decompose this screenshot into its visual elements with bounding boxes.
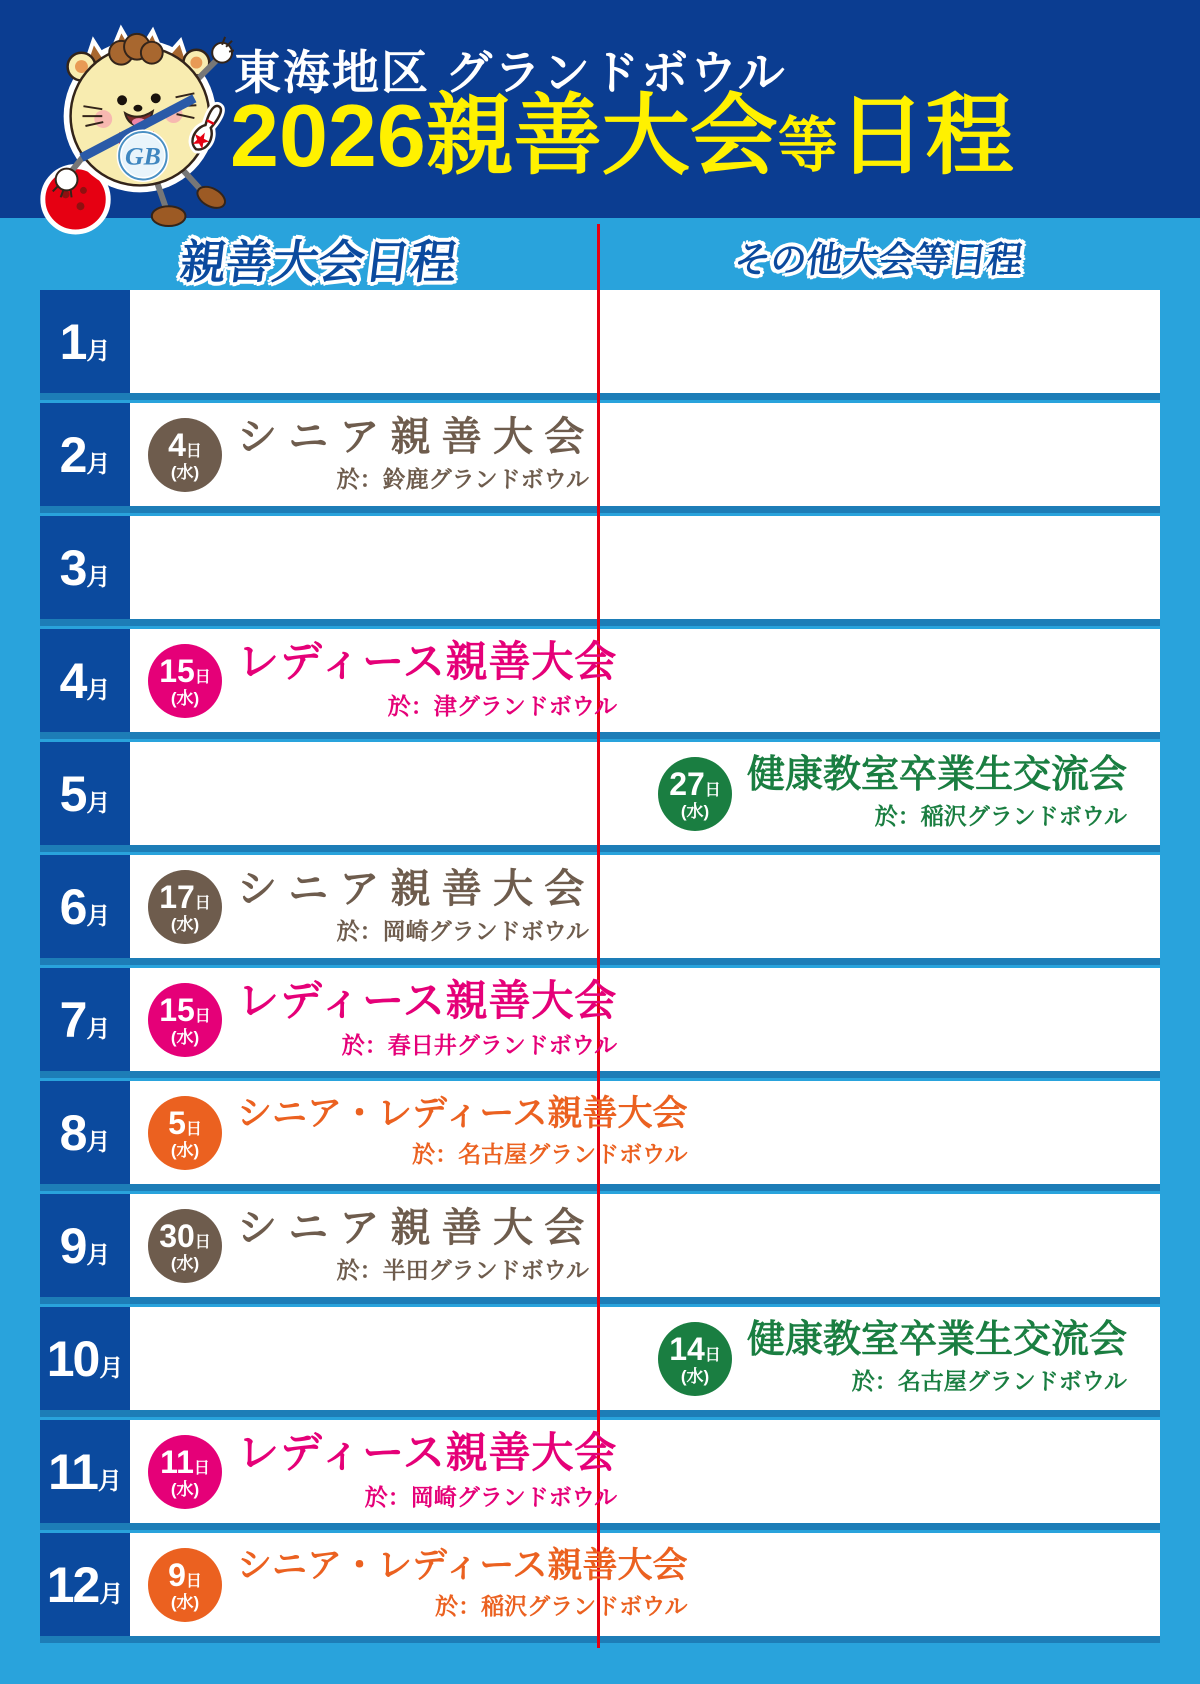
event-day-badge: 9日 (水) bbox=[148, 1548, 222, 1622]
month-label: 1 月 bbox=[40, 290, 130, 393]
event-venue: 於：稲沢グランドボウル bbox=[874, 803, 1128, 830]
mascot-illustration bbox=[26, 14, 234, 240]
event-venue: 於：鈴鹿グランドボウル bbox=[336, 465, 589, 492]
event-venue: 於：津グランドボウル bbox=[387, 692, 618, 719]
event-title: シニア・レディース親善大会 bbox=[237, 1546, 688, 1586]
month-label: 5 月 bbox=[40, 742, 130, 845]
month-row-august bbox=[40, 1081, 1160, 1184]
event-title: レディース親善大会 bbox=[237, 977, 618, 1025]
gb-logo-icon: GB bbox=[124, 141, 161, 171]
row-body bbox=[130, 629, 1160, 732]
header-title-main: 2026親善大会 bbox=[230, 86, 778, 185]
month-label: 4 月 bbox=[40, 629, 130, 732]
header-title-end: 日程 bbox=[837, 86, 1014, 185]
event-day-badge: 17日 (水) bbox=[148, 870, 222, 944]
event-day-badge: 4日 (水) bbox=[148, 418, 222, 492]
month-label: 10 月 bbox=[40, 1307, 130, 1410]
row-body bbox=[130, 1307, 1160, 1410]
calendar bbox=[40, 290, 1160, 1646]
row-body bbox=[130, 1194, 1160, 1297]
event-health-class-reunion bbox=[658, 742, 1127, 845]
event-venue: 於：名古屋グランドボウル bbox=[851, 1368, 1128, 1395]
event-title: レディース親善大会 bbox=[237, 1429, 618, 1477]
event-venue: 於：半田グランドボウル bbox=[336, 1256, 589, 1283]
column-header-other: その他大会等日程 bbox=[732, 239, 1026, 280]
row-body bbox=[130, 1533, 1160, 1636]
event-venue: 於：名古屋グランドボウル bbox=[412, 1140, 688, 1167]
month-row-october bbox=[40, 1307, 1160, 1410]
month-row-november bbox=[40, 1420, 1160, 1523]
event-day-badge: 15日 (水) bbox=[148, 644, 222, 718]
month-row-may bbox=[40, 742, 1160, 845]
row-body bbox=[130, 403, 1160, 506]
event-venue: 於：岡崎グランドボウル bbox=[336, 917, 589, 944]
month-label: 6 月 bbox=[40, 855, 130, 958]
event-title: 健康教室卒業生交流会 bbox=[747, 753, 1128, 796]
event-venue: 於：稲沢グランドボウル bbox=[435, 1592, 688, 1619]
event-senior-ladies-friendship bbox=[148, 1533, 687, 1636]
event-ladies-friendship bbox=[148, 1420, 617, 1523]
month-label: 11 月 bbox=[40, 1420, 130, 1523]
month-label: 3 月 bbox=[40, 516, 130, 619]
event-day-badge: 27日 (水) bbox=[658, 757, 732, 831]
month-row-april bbox=[40, 629, 1160, 732]
event-day-badge: 15日 (水) bbox=[148, 983, 222, 1057]
month-row-december bbox=[40, 1533, 1160, 1636]
month-row-september bbox=[40, 1194, 1160, 1297]
event-title: シニア親善大会 bbox=[237, 414, 596, 459]
month-row-june bbox=[40, 855, 1160, 958]
event-title: レディース親善大会 bbox=[237, 638, 618, 686]
row-body bbox=[130, 290, 1160, 393]
header-title-small: 等 bbox=[777, 112, 838, 179]
event-day-badge: 5日 (水) bbox=[148, 1096, 222, 1170]
event-ladies-friendship bbox=[148, 629, 617, 732]
event-title: 健康教室卒業生交流会 bbox=[747, 1318, 1128, 1361]
row-body bbox=[130, 1420, 1160, 1523]
row-body bbox=[130, 742, 1160, 845]
row-body bbox=[130, 516, 1160, 619]
month-label: 2 月 bbox=[40, 403, 130, 506]
row-body bbox=[130, 968, 1160, 1071]
month-row-january bbox=[40, 290, 1160, 393]
event-day-badge: 30日 (水) bbox=[148, 1209, 222, 1283]
event-venue: 於：春日井グランドボウル bbox=[341, 1031, 618, 1058]
month-label: 12 月 bbox=[40, 1533, 130, 1636]
event-venue: 於：岡崎グランドボウル bbox=[364, 1483, 618, 1510]
month-label: 7 月 bbox=[40, 968, 130, 1071]
month-row-march bbox=[40, 516, 1160, 619]
event-day-badge: 11日 (水) bbox=[148, 1435, 222, 1509]
event-title: シニア・レディース親善大会 bbox=[237, 1094, 688, 1134]
month-label: 9 月 bbox=[40, 1194, 130, 1297]
row-body bbox=[130, 1081, 1160, 1184]
header-title bbox=[230, 88, 1014, 185]
event-title: シニア親善大会 bbox=[237, 866, 596, 911]
month-row-february bbox=[40, 403, 1160, 506]
event-day-badge: 14日 (水) bbox=[658, 1322, 732, 1396]
column-header-friendship: 親善大会日程 bbox=[177, 236, 460, 288]
event-senior-ladies-friendship bbox=[148, 1081, 687, 1184]
event-senior-friendship bbox=[148, 1194, 595, 1297]
event-senior-friendship bbox=[148, 403, 595, 506]
header-subtitle: 東海地区 グランドボウル bbox=[234, 46, 787, 99]
event-ladies-friendship bbox=[148, 968, 617, 1071]
month-row-july bbox=[40, 968, 1160, 1071]
event-health-class-reunion bbox=[658, 1307, 1127, 1410]
row-body bbox=[130, 855, 1160, 958]
event-title: シニア親善大会 bbox=[237, 1205, 596, 1250]
month-label: 8 月 bbox=[40, 1081, 130, 1184]
event-senior-friendship bbox=[148, 855, 595, 958]
